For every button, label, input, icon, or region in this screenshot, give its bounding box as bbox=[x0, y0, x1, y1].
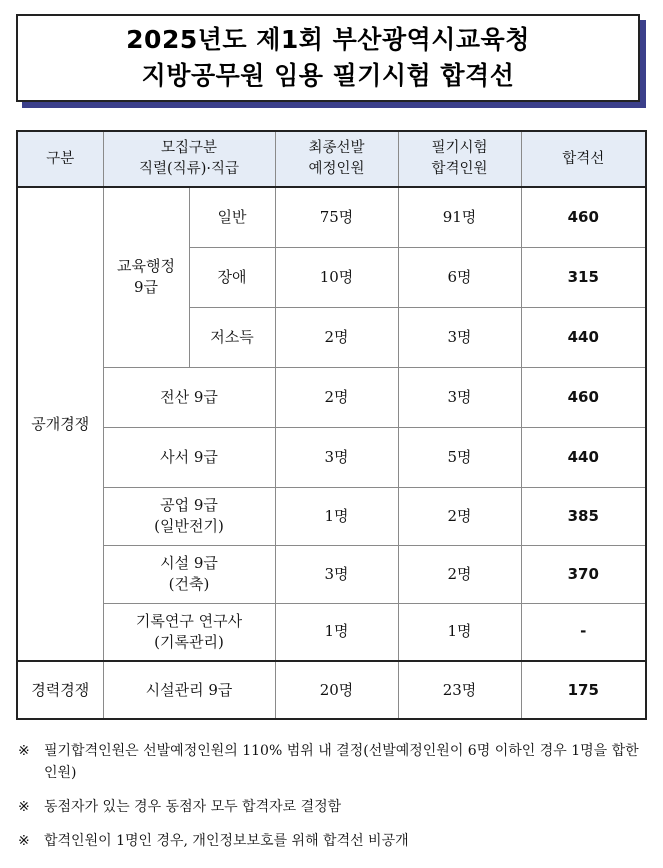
final-count: 20명 bbox=[275, 661, 398, 719]
table-header-row bbox=[17, 131, 646, 187]
group-open: 공개경쟁 bbox=[17, 187, 103, 661]
header-final-line2: 예정인원 bbox=[308, 161, 365, 177]
job-title-line2: (기록관리) bbox=[154, 632, 224, 651]
sub-category: 저소득 bbox=[189, 307, 275, 367]
header-pass-line2: 합격인원 bbox=[431, 161, 488, 177]
sub-category: 일반 bbox=[189, 187, 275, 247]
pass-count: 3명 bbox=[398, 307, 521, 367]
title-line-2: 지방공무원 임용 필기시험 합격선 bbox=[141, 61, 515, 90]
job-title bbox=[103, 367, 275, 427]
cutoff-score: - bbox=[521, 603, 646, 661]
pass-count: 1명 bbox=[398, 603, 521, 661]
table-row bbox=[17, 487, 646, 545]
final-count: 10명 bbox=[275, 247, 398, 307]
group-edu-admin bbox=[103, 187, 189, 367]
cutoff-score: 370 bbox=[521, 545, 646, 603]
header-recruit-line2: 직렬(직류)·직급 bbox=[139, 161, 239, 177]
header-cutoff: 합격선 bbox=[521, 131, 646, 187]
table-row bbox=[17, 187, 646, 247]
note-item bbox=[18, 796, 654, 818]
header-final-line1: 최종선발 bbox=[308, 140, 365, 156]
cutoff-score: 440 bbox=[521, 427, 646, 487]
note-mark: ※ bbox=[18, 743, 30, 759]
note-item bbox=[18, 740, 654, 784]
pass-count: 6명 bbox=[398, 247, 521, 307]
final-count: 3명 bbox=[275, 545, 398, 603]
header-recruit-line1: 모집구분 bbox=[160, 140, 218, 156]
job-title bbox=[103, 603, 275, 661]
job-title-line1: 전산 9급 bbox=[160, 387, 218, 406]
cutoff-score: 440 bbox=[521, 307, 646, 367]
job-title-line1: 기록연구 연구사 bbox=[135, 611, 243, 630]
final-count: 2명 bbox=[275, 367, 398, 427]
table-row bbox=[17, 545, 646, 603]
final-count: 1명 bbox=[275, 603, 398, 661]
note-text: 동점자가 있는 경우 동점자 모두 합격자로 결정함 bbox=[44, 799, 342, 815]
group-career: 경력경쟁 bbox=[17, 661, 103, 719]
notes-section bbox=[18, 740, 654, 864]
cutoff-score: 175 bbox=[521, 661, 646, 719]
job-title-line2: (일반전기) bbox=[154, 517, 224, 535]
header-final bbox=[275, 131, 398, 187]
cutoff-score: 460 bbox=[521, 367, 646, 427]
final-count: 75명 bbox=[275, 187, 398, 247]
header-recruit bbox=[103, 131, 275, 187]
job-title-line1: 사서 9급 bbox=[160, 447, 218, 466]
note-mark: ※ bbox=[18, 799, 30, 815]
job-title bbox=[103, 427, 275, 487]
pass-count: 5명 bbox=[398, 427, 521, 487]
edu-admin-line2: 9급 bbox=[133, 278, 159, 297]
final-count: 2명 bbox=[275, 307, 398, 367]
title-line-1: 2025년도 제1회 부산광역시교육청 bbox=[126, 25, 530, 54]
table-row bbox=[17, 427, 646, 487]
edu-admin-line1: 교육행정 bbox=[117, 257, 175, 276]
header-pass bbox=[398, 131, 521, 187]
job-title-line2: (건축) bbox=[168, 575, 210, 593]
final-count: 3명 bbox=[275, 427, 398, 487]
pass-count: 2명 bbox=[398, 487, 521, 545]
pass-count: 2명 bbox=[398, 545, 521, 603]
cutoff-score: 460 bbox=[521, 187, 646, 247]
cutoff-table bbox=[16, 130, 647, 720]
table-row bbox=[17, 661, 646, 719]
note-text: 필기합격인원은 선발예정인원의 110% 범위 내 결정(선발예정인원이 6명 이하인 경우 1명을 합한 인원) bbox=[44, 743, 639, 781]
job-title-line1: 공업 9급 bbox=[160, 496, 218, 514]
note-text: 합격인원이 1명인 경우, 개인정보보호를 위해 합격선 비공개 bbox=[44, 833, 409, 849]
final-count: 1명 bbox=[275, 487, 398, 545]
note-mark: ※ bbox=[18, 833, 30, 849]
pass-count: 3명 bbox=[398, 367, 521, 427]
pass-count: 91명 bbox=[398, 187, 521, 247]
note-item bbox=[18, 830, 654, 852]
cutoff-score: 385 bbox=[521, 487, 646, 545]
header-pass-line1: 필기시험 bbox=[431, 140, 488, 156]
job-title bbox=[103, 487, 275, 545]
header-category: 구분 bbox=[17, 131, 103, 187]
cutoff-score: 315 bbox=[521, 247, 646, 307]
job-title bbox=[103, 661, 275, 719]
job-title bbox=[103, 545, 275, 603]
table-row bbox=[17, 603, 646, 661]
title-box bbox=[16, 14, 640, 102]
job-title-line1: 시설관리 9급 bbox=[145, 680, 233, 699]
sub-category: 장애 bbox=[189, 247, 275, 307]
job-title-line1: 시설 9급 bbox=[160, 554, 218, 572]
table-row bbox=[17, 367, 646, 427]
pass-count: 23명 bbox=[398, 661, 521, 719]
